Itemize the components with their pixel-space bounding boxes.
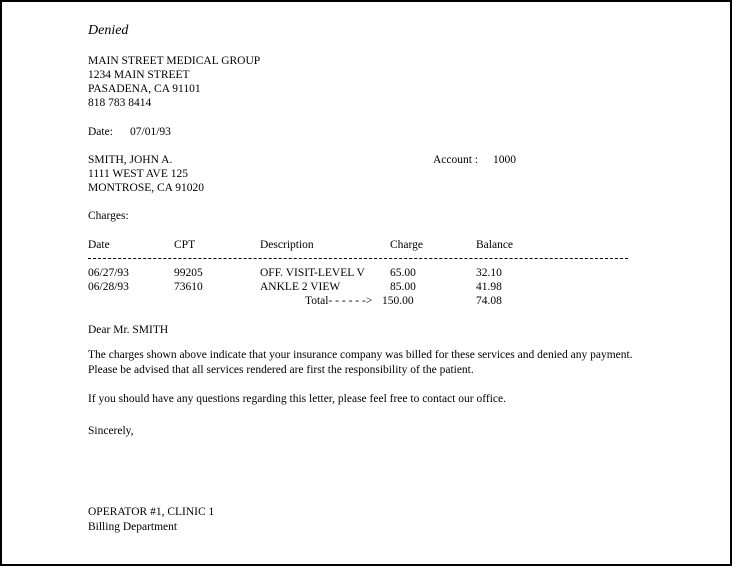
row1-balance: 32.10 (476, 267, 502, 279)
paragraph-2: If you should have any questions regarding this letter, please feel free to contact our office. (88, 393, 506, 405)
date-label: Date: (88, 126, 113, 138)
table-divider (88, 258, 628, 259)
header-balance: Balance (476, 239, 514, 251)
row1-description: OFF. VISIT-LEVEL V (260, 267, 365, 279)
account-value: 1000 (493, 154, 516, 166)
total-label: Total- - - - - -> (305, 295, 373, 307)
account-label: Account : (433, 154, 479, 166)
sender-city: PASADENA, CA 91101 (88, 83, 201, 95)
salutation: Dear Mr. SMITH (88, 324, 169, 336)
date-value: 07/01/93 (130, 126, 171, 138)
row2-charge: 85.00 (390, 281, 416, 293)
patient-name: SMITH, JOHN A. (88, 154, 173, 166)
closing: Sincerely, (88, 425, 134, 437)
row2-description: ANKLE 2 VIEW (260, 281, 341, 293)
row1-date: 06/27/93 (88, 267, 129, 279)
paragraph-1: The charges shown above indicate that your insurance company was billed for these services and denied any payment. Please be advised that all services rendered are first the responsibility of the patient. (88, 349, 633, 376)
header-date: Date (88, 239, 110, 251)
signature-line-2: Billing Department (88, 521, 178, 533)
row2-date: 06/28/93 (88, 281, 129, 293)
header-description: Description (260, 239, 314, 251)
sender-phone: 818 783 8414 (88, 97, 152, 109)
sender-street: 1234 MAIN STREET (88, 69, 190, 81)
header-cpt: CPT (174, 239, 196, 251)
signature-line-1: OPERATOR #1, CLINIC 1 (88, 506, 215, 518)
total-charge: 150.00 (382, 295, 414, 307)
row2-balance: 41.98 (476, 281, 502, 293)
total-balance: 74.08 (476, 295, 502, 307)
patient-city: MONTROSE, CA 91020 (88, 182, 204, 194)
row2-cpt: 73610 (174, 281, 203, 293)
status-title: Denied (88, 23, 129, 38)
row1-charge: 65.00 (390, 267, 416, 279)
row1-cpt: 99205 (174, 267, 203, 279)
header-charge: Charge (390, 239, 424, 251)
charges-label: Charges: (88, 210, 129, 222)
patient-street: 1111 WEST AVE 125 (88, 168, 188, 180)
sender-name: MAIN STREET MEDICAL GROUP (88, 55, 261, 67)
